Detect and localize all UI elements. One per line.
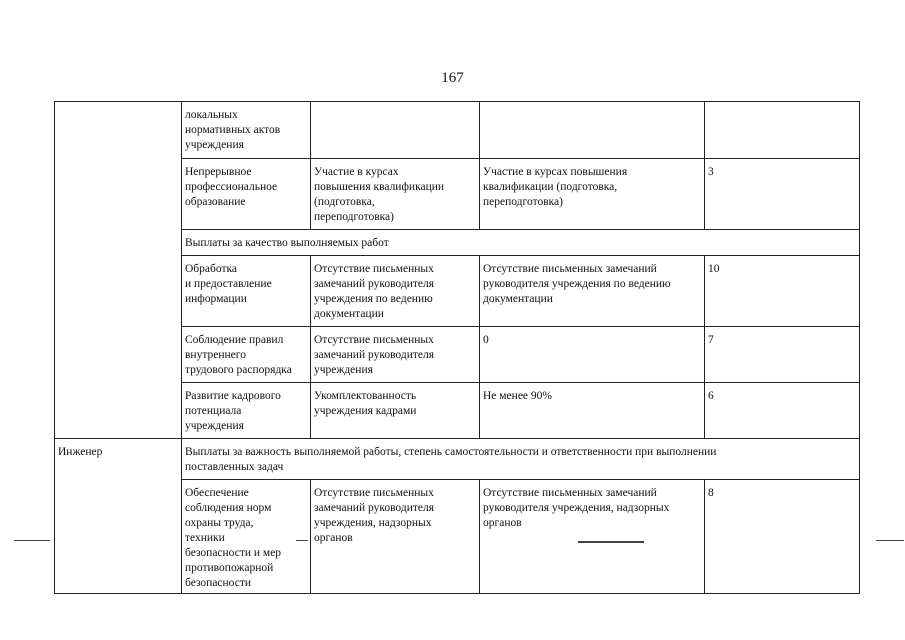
indicator-cell: Участие в курсах повышения квалификации (подготовка, переподготовка): [480, 159, 705, 230]
scan-mark-middle-left: [296, 540, 308, 541]
points-cell: 6: [705, 383, 860, 439]
criterion-cell: Обработка и предоставление информации: [182, 256, 311, 327]
indicator-cell: Отсутствие письменных замечаний руководителя учреждения по ведению документации: [480, 256, 705, 327]
condition-cell: Отсутствие письменных замечаний руководителя учреждения: [311, 327, 480, 383]
scan-mark-right: [876, 540, 904, 541]
condition-cell: [311, 102, 480, 159]
points-cell: 8: [705, 480, 860, 594]
scan-mark-left: [14, 540, 50, 541]
points-cell: 3: [705, 159, 860, 230]
points-cell: [705, 102, 860, 159]
criterion-cell: Развитие кадрового потенциала учреждения: [182, 383, 311, 439]
section-heading: Выплаты за важность выполняемой работы, степень самостоятельности и ответственности при выполнении поставленных задач: [182, 439, 860, 480]
indicator-cell: Не менее 90%: [480, 383, 705, 439]
indicator-cell: 0: [480, 327, 705, 383]
condition-cell: Отсутствие письменных замечаний руководителя учреждения, надзорных органов: [311, 480, 480, 594]
table-row: [55, 102, 860, 159]
points-cell: 7: [705, 327, 860, 383]
condition-cell: Участие в курсах повышения квалификации (подготовка, переподготовка): [311, 159, 480, 230]
scan-mark-middle: [578, 541, 644, 543]
criterion-cell: Непрерывное профессиональное образование: [182, 159, 311, 230]
criterion-cell: локальных нормативных актов учреждения: [182, 102, 311, 159]
position-cell: [55, 102, 182, 439]
criterion-cell: Обеспечение соблюдения норм охраны труда, техники безопасности и мер противопожарной безопасности: [182, 480, 311, 594]
indicator-cell: Отсутствие письменных замечаний руководителя учреждения, надзорных органов: [480, 480, 705, 594]
section-heading: Выплаты за качество выполняемых работ: [182, 230, 860, 256]
points-cell: 10: [705, 256, 860, 327]
criteria-table: [54, 101, 860, 594]
criterion-cell: Соблюдение правил внутреннего трудового распорядка: [182, 327, 311, 383]
condition-cell: Отсутствие письменных замечаний руководителя учреждения по ведению документации: [311, 256, 480, 327]
section-row: [55, 439, 860, 480]
page-number: 167: [441, 70, 464, 86]
condition-cell: Укомплектованность учреждения кадрами: [311, 383, 480, 439]
position-cell: Инженер: [55, 439, 182, 594]
indicator-cell: [480, 102, 705, 159]
